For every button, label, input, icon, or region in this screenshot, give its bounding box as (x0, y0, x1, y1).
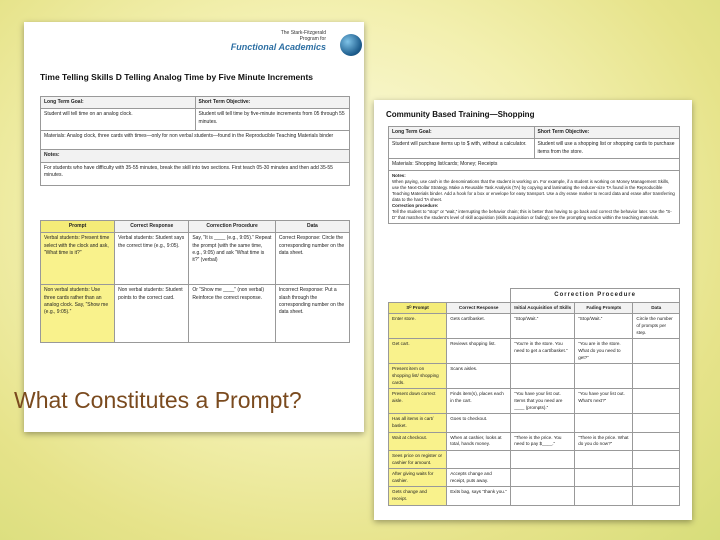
materials: Materials: Analog clock, three cards with times—only for non verbal students—found in the Reproducible Teaching Materials binder (41, 131, 350, 150)
shopping-steps-table (388, 288, 680, 506)
table-row (389, 339, 680, 364)
goals-table (40, 96, 350, 186)
shop-header-fading: Fading Prompts (575, 302, 633, 314)
document-title: Time Telling Skills D Telling Analog Time by Five Minute Increments (40, 72, 314, 82)
correct-response-data: Correct Response: Circle the corresponding number on the data sheet. (275, 233, 349, 285)
step-data (633, 469, 680, 487)
step-fading: “You are in the store. What do you need to get?” (575, 339, 633, 364)
shop-notes-label: Notes: (392, 173, 406, 178)
shop-header-initial: Initial Acquisition of Skills (511, 302, 575, 314)
header-prompt: Prompt (41, 221, 115, 233)
step-response: Scans aisles. (447, 364, 511, 389)
correction-procedure-heading: Correction Procedure (511, 289, 680, 303)
step-response: Reviews shopping list. (447, 339, 511, 364)
step-prompt: Has all items in cart/ basket. (389, 414, 447, 432)
table-row (389, 364, 680, 389)
table-row (389, 414, 680, 432)
notes-label: Notes: (41, 150, 350, 162)
step-initial: “You have your list out. Items that you need are ____ (prompts).” (511, 389, 575, 414)
notes: For students who have difficulty with 35-55 minutes, break the skill into two sections. First teach 05-30 minutes and then add 35-55 minutes. (41, 162, 350, 185)
step-response: Gets cart/basket. (447, 314, 511, 339)
shop-short-term-objective: Student will use a shopping list or shopping cards to purchase items from the store. (534, 139, 680, 159)
nonverbal-prompt: Non verbal students: Use three cards rather than an analog clock. Say, “Show me (e.g., 9:05).” (41, 285, 115, 343)
step-initial: “You're in the store. You need to get a cart/basket.” (511, 339, 575, 364)
shop-long-term-label: Long Term Goal: (389, 127, 535, 139)
header-correct-response: Correct Response (115, 221, 189, 233)
verbal-correction: Say, “It is ____ (e.g., 9:05).” Repeat the prompt (with the same time, e.g., 9:05) and ask “What time is it?” (verbal) (189, 233, 276, 285)
step-prompt: Present item on shopping list/ shopping cards. (389, 364, 447, 389)
step-prompt: After giving waits for cashier. (389, 469, 447, 487)
verbal-prompt: Verbal students: Present time select with the clock and ask, “What time is it?” (41, 233, 115, 285)
shop-correction-note: Tell the student to “stop” or “wait,” interrupting the behavior chain; this is better than having to go back and correct the behavior later. Use the “S-D” that matches the student's level of skill acquisition (skills acquisition or fading); see the prompting section within the teaching materials. (392, 208, 672, 220)
time-telling-document (24, 22, 364, 432)
step-fading (575, 414, 633, 432)
step-data (633, 450, 680, 468)
step-fading (575, 469, 633, 487)
nonverbal-response: Non verbal students: Student points to the correct card. (115, 285, 189, 343)
shopping-document (374, 100, 692, 520)
logo-line2: Program for (299, 36, 326, 42)
step-initial (511, 450, 575, 468)
table-row (389, 487, 680, 505)
step-response (447, 450, 511, 468)
shop-correction-label: Correction procedure: (392, 202, 439, 208)
logo-brand: Functional Academics (230, 42, 326, 52)
slide-caption: What Constitutes a Prompt? (14, 387, 302, 413)
step-data (633, 487, 680, 505)
verbal-response: Verbal students: Student says the correct time (e.g., 9:05). (115, 233, 189, 285)
step-prompt: Get cart. (389, 339, 447, 364)
shopping-title: Community Based Training—Shopping (386, 110, 535, 119)
step-initial: “Stop/Wait.” (511, 314, 575, 339)
step-fading: “You have your list out. What's next?” (575, 389, 633, 414)
table-row (389, 450, 680, 468)
short-term-objective-label: Short Term Objective: (195, 97, 350, 109)
step-data (633, 414, 680, 432)
header-data: Data (275, 221, 349, 233)
step-initial (511, 469, 575, 487)
step-initial (511, 364, 575, 389)
shop-materials: Materials: Shopping list/cards; Money; Receipts (389, 158, 680, 170)
shop-header-prompt: Sᴰ Prompt (389, 302, 447, 314)
nonverbal-correction: Or “Show me ____” (non verbal) Reinforce the correct response. (189, 285, 276, 343)
long-term-goal-label: Long Term Goal: (41, 97, 196, 109)
shopping-goals-table (388, 126, 680, 224)
long-term-goal: Student will tell time on an analog clock. (41, 109, 196, 131)
incorrect-response-data: Incorrect Response: Put a slash through the corresponding number on the data sheet. (275, 285, 349, 343)
logo-line1: The Stark-Fitzgerald (280, 30, 326, 36)
short-term-objective: Student will tell time by five-minute increments from 05 through 55 minutes. (195, 109, 350, 131)
step-fading (575, 487, 633, 505)
step-initial (511, 414, 575, 432)
program-logo (231, 30, 350, 53)
step-data (633, 364, 680, 389)
step-response: When at cashier, looks at total, hands money. (447, 432, 511, 450)
step-initial: “There is the price. You need to pay $____.” (511, 432, 575, 450)
step-prompt: Enter store. (389, 314, 447, 339)
table-row (389, 469, 680, 487)
step-response: Goes to checkout. (447, 414, 511, 432)
step-initial (511, 487, 575, 505)
step-prompt: Sees price on register or cashier for amount. (389, 450, 447, 468)
step-data (633, 432, 680, 450)
step-prompt: Gets change and receipt. (389, 487, 447, 505)
step-response: Exits bag, says “thank you.” (447, 487, 511, 505)
step-data (633, 339, 680, 364)
table-row (389, 432, 680, 450)
step-response: Accepts change and receipt, puts away. (447, 469, 511, 487)
shop-notes-cell (389, 171, 680, 224)
step-data: Circle the number of prompts per step. (633, 314, 680, 339)
shop-notes: When paying, use cash in the denominations that the student is working on. For example, if a student is working on Money Management Skills, use the Next-Dollar Strategy. Make a Reusable Task Analysis (TA) by copying and laminating the reducer-size TA found in the Reproducible Teaching Materials binder. Add a hook for a box or envelope for easy transport. Use a dry erase marker to record data and erase after transferring data to the hard TA sheet. (392, 178, 675, 202)
step-fading (575, 364, 633, 389)
step-data (633, 389, 680, 414)
step-prompt: Present down correct aisle. (389, 389, 447, 414)
step-prompt: Wait at checkout. (389, 432, 447, 450)
shop-long-term-goal: Student will purchase items up to $ with, without a calculator. (389, 139, 535, 159)
shop-header-response: Correct Response (447, 302, 511, 314)
step-fading: “There is the price. What do you do now?” (575, 432, 633, 450)
table-row (389, 314, 680, 339)
header-correction-procedure: Correction Procedure (189, 221, 276, 233)
procedure-table (40, 220, 350, 343)
step-fading: “Stop/Wait.” (575, 314, 633, 339)
shop-header-data: Data (633, 302, 680, 314)
step-fading (575, 450, 633, 468)
step-response: Finds item(s), places each in the cart. (447, 389, 511, 414)
table-row (389, 389, 680, 414)
globe-icon (340, 34, 362, 56)
shop-short-term-label: Short Term Objective: (534, 127, 680, 139)
